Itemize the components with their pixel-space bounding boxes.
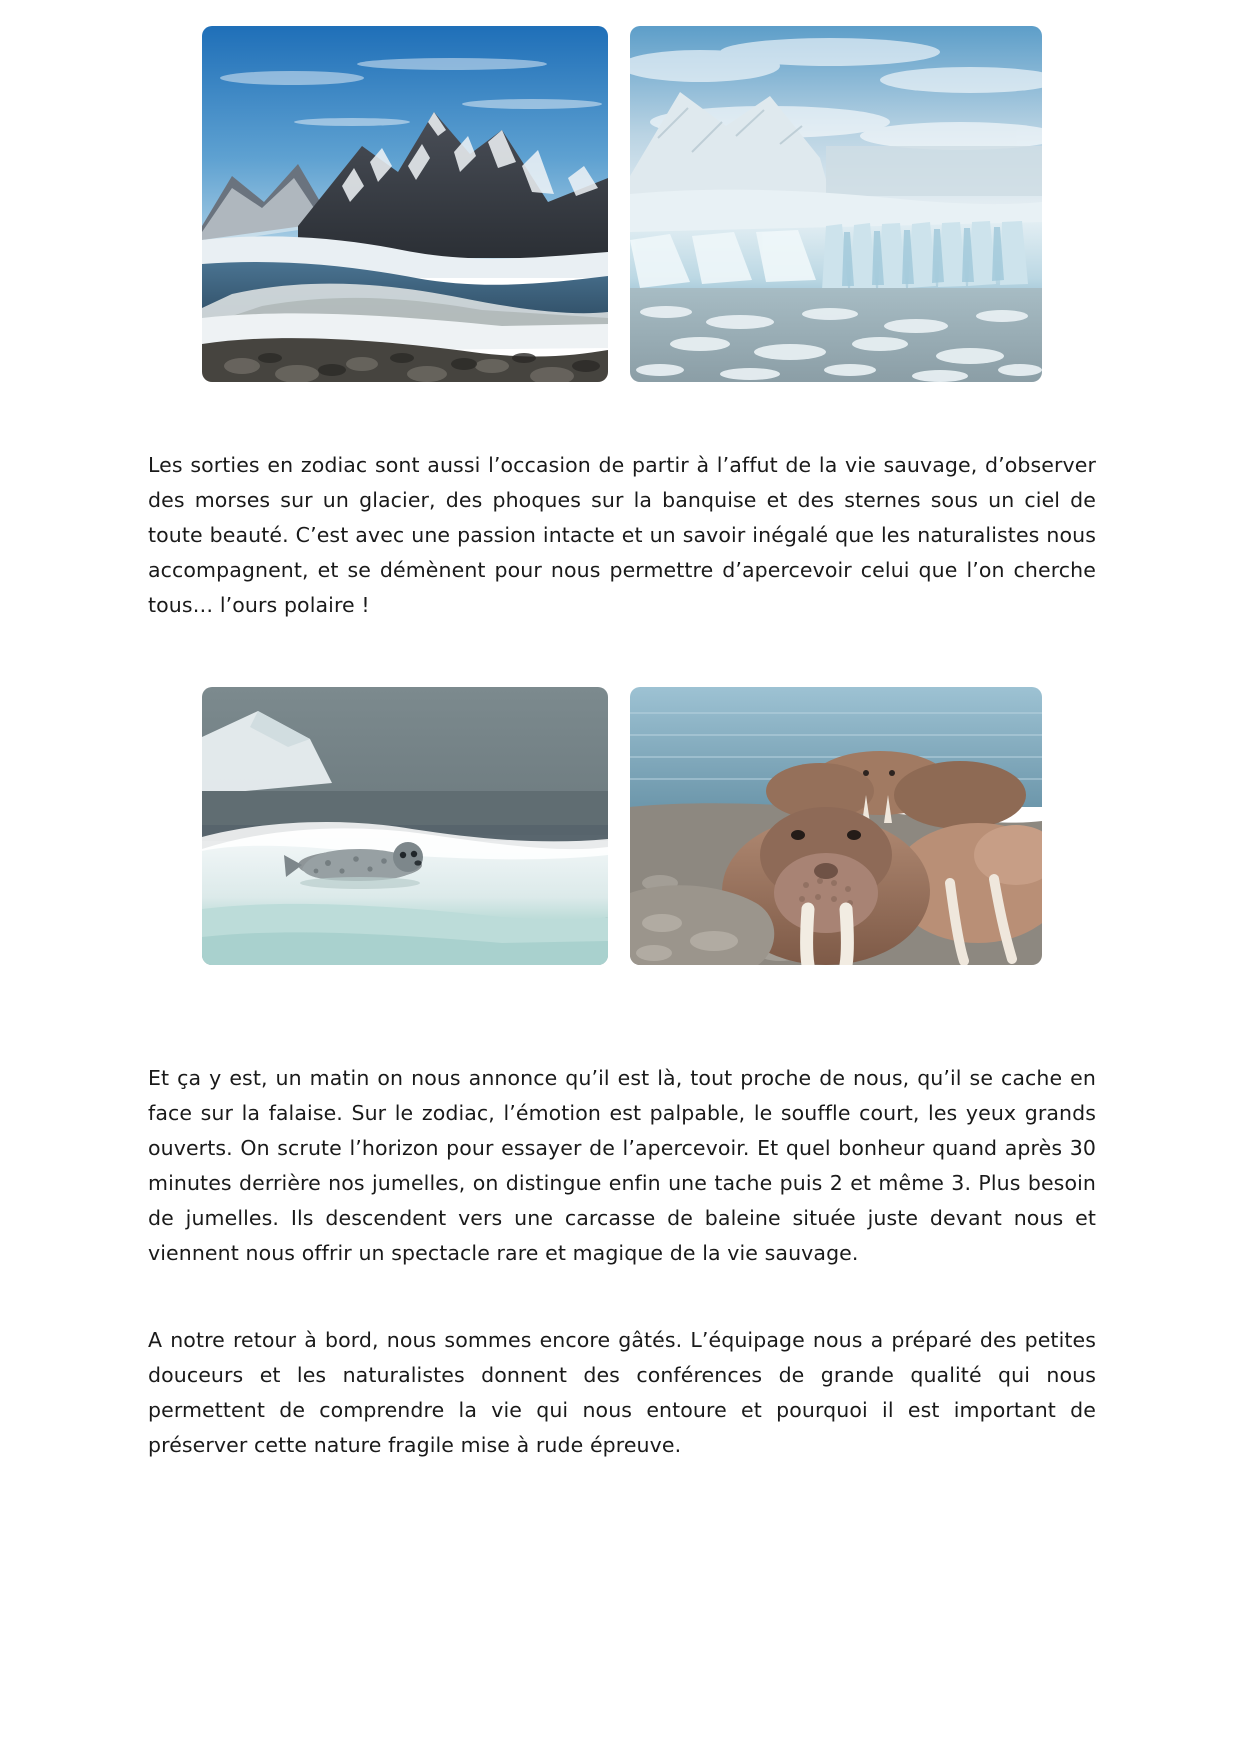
spacer-after-top-images [0,382,1244,448]
mountain-fjord-photo [202,26,608,382]
paragraph-block-one [0,448,1244,623]
glacier-front-photo [630,26,1042,382]
paragraph-return-on-board: A notre retour à bord, nous sommes encore gâtés. L’équipage nous a préparé des petites douceurs et les naturalistes donnent des conférences de grande qualité qui nous permettent de comprendre la vie qui nous entoure et pourquoi il est important de préserver cette nature fragile mise à rude épreuve. [148,1328,1096,1457]
seal-on-ice-photo [202,687,608,965]
walrus-group-photo [630,687,1042,965]
paragraph-zodiac-wildlife: Les sorties en zodiac sont aussi l’occasion de partir à l’affut de la vie sauvage, d’observer des morses sur un glacier, des phoques sur la banquise et des sternes sous un ciel de toute beauté. C’est avec une passion intacte et un savoir inégalé que les naturalistes nous accompagnent, et se démènent pour nous permettre d’apercevoir celui que l’on cherche tous… l’ours polaire ! [148,453,1096,617]
image-row-top [0,0,1244,382]
image-row-middle [0,687,1244,965]
paragraph-polar-bear-sighting: Et ça y est, un matin on nous annonce qu’il est là, tout proche de nous, qu’il se cache en face sur la falaise. Sur le zodiac, l’émotion est palpable, le souffle court, les yeux grands ouverts. On scrute l’horizon pour essayer de l’apercevoir. Et quel bonheur quand après 30 minutes derrière nos jumelles, on distingue enfin une tache puis 2 et même 3. Plus besoin de jumelles. Ils descendent vers une carcasse de baleine située juste devant nous et viennent nous offrir un spectacle rare et magique de la vie sauvage. [148,1066,1096,1265]
spacer-before-bottom-text [0,965,1244,1061]
paragraph-block-two [0,1061,1244,1463]
spacer-between-paragraphs [148,1293,1096,1323]
spacer-before-middle-images [0,623,1244,687]
